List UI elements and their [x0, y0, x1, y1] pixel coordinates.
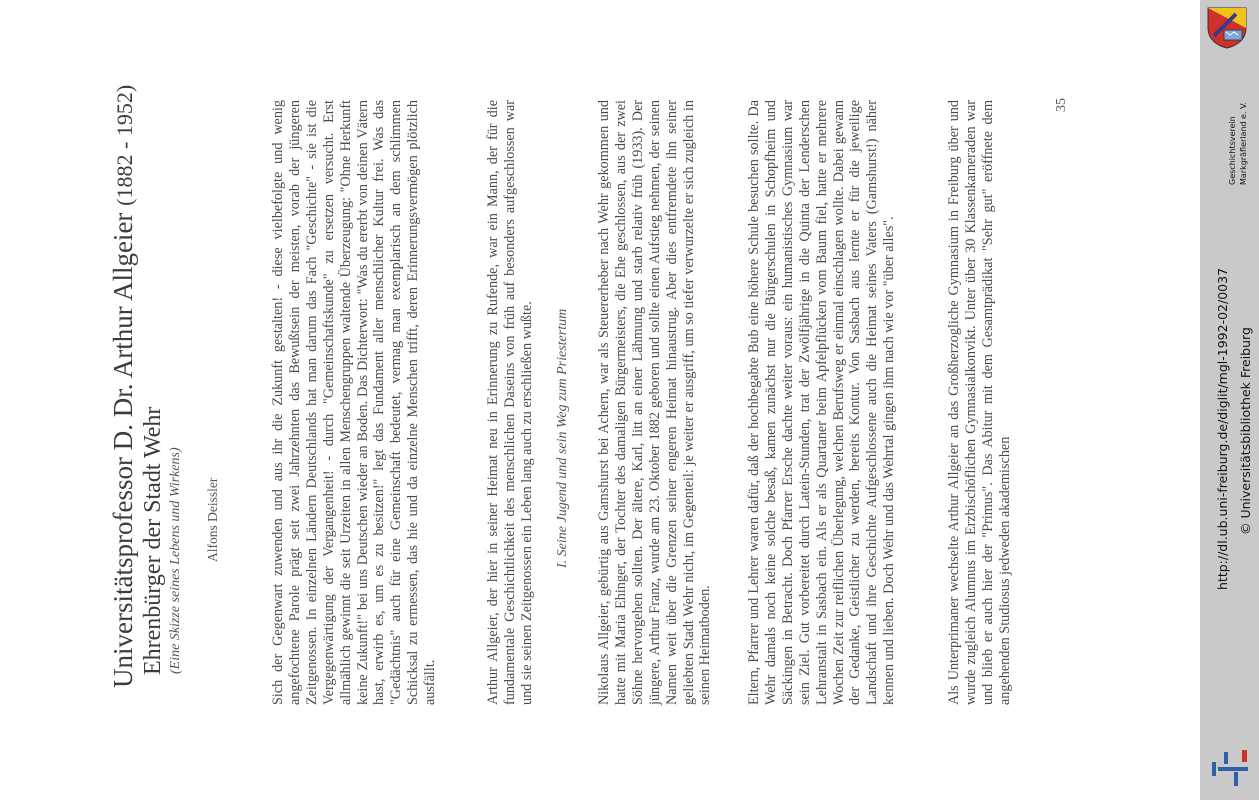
- page-number: 35: [1054, 98, 1069, 112]
- author-name: Alfons Deissler: [205, 477, 220, 562]
- title-years: (1882 - 1952): [112, 84, 137, 206]
- source-url-link[interactable]: http://dl.ub.uni-freiburg.de/diglit/mgl-1992-02/0037: [1215, 267, 1230, 590]
- copyright-notice: © Universitätsbibliothek Freiburg: [1238, 327, 1253, 535]
- coat-of-arms-logo: [1206, 6, 1252, 50]
- section-heading: I. Seine Jugend und sein Weg zum Priestertum: [555, 308, 570, 568]
- title-text: Universitätsprofessor D. Dr. Arthur Allgeier: [108, 212, 138, 688]
- paragraph: Eltern, Pfarrer und Lehrer waren dafür, daß der hochbegabte Bub eine höhere Schule besuchen sollte. Da Wehr damals noch keine solche besaß, kamen zunächst nur die Bürgerschulen in Schopfheim und Säckingen in Betracht. Doch Pfarrer Ersche dachte weiter voraus: ein humanistisches Gymnasium war sein Ziel. Gut vorbereitet durch Latein-Stunden, trat der Zwölfjährige in die Quinta der Lenderschen Lehranstalt in Sasbach ein. Als er als Quartaner beim Apfelpflücken vom Baum fiel, hatte er mehrere Wochen Zeit zur reiflichen Überlegung, welchen Berufsweg er einmal einschlagen wollte. Dabei gewann der Gedanke, Geistlicher zu werden, bereits Kontur. Von Sasbach aus lernte er für die jeweilige Landschaft und ihre Geschichte Aufgeschlossene auch die Heimat seines Vaters (Gamshurst!) näher kennen und lieben. Doch Wehr und das Wehrtal gingen ihm nach wie vor "über alles".: [746, 100, 898, 705]
- paragraph: Nikolaus Allgeier, gebürtig aus Gamshurst bei Achern, war als Steuererheber nach Wehr gekommen und hatte mit Maria Ehinger, der Tochter des damaligen Bürgermeisters, die Ehe geschlossen, aus der zwei Söhne hervorgehen sollten. Der ältere, Karl, litt an einer Lähmung und starb relativ früh (1933). Der jüngere, Arthur Franz, wurde am 23. Oktober 1882 geboren und sollte einen Aufstieg nehmen, der seinen Namen weit über die Grenzen seiner engeren Heimat hinaustrug. Aber dies entfremdete ihn seiner geliebten Stadt Wehr nicht, im Gegenteil: je weiter er ausgriff, um so tiefer verwurzelte er sich zugleich in seinen Heimatboden.: [596, 100, 714, 705]
- article-subtitle: Ehrenbürger der Stadt Wehr: [140, 406, 166, 675]
- article-subtitle-detail: (Eine Skizze seines Lebens und Wirkens): [168, 447, 183, 674]
- article-title: [108, 85, 139, 688]
- paragraph: Arthur Allgeier, der hier in seiner Heimat neu in Erinnerung zu Rufende, war ein Mann, der für die fundamentale Geschichtlichkeit des menschlichen Daseins von früh auf besonders aufgeschlossen war und sie seinen Zeitgenossen ein Leben lang auch zu erschließen wußte.: [485, 100, 535, 705]
- society-name-line2: Markgräflerland e. V.: [1239, 101, 1248, 185]
- ub-freiburg-logo: [1210, 748, 1256, 788]
- society-name-line1: Geschichtsverein: [1228, 116, 1237, 185]
- paragraph: Sich der Gegenwart zuwenden und aus ihr die Zukunft gestalten! - diese vielbefolgte und wenig angefochtene Parole prägt seit zwei Jahrzehnten das Bewußtsein der meisten, vorab der jüngeren Zeitgenossen. In einzelnen Ländern Deutschlands hat man darum das Fach "Geschichte" - sie ist die Vergegenwärtigung der Vergangenheit! - durch "Gemeinschaftskunde" zu ersetzen versucht. Erst allmählich gewinnt die seit Urzeiten in allen Menschengruppen waltende Überzeugung: "Ohne Herkunft keine Zukunft!" bei uns Deutschen wieder an Boden. Das Dichterwort: "Was du ererbt von deinen Vätern hast, erwirb es, um es zu besitzen!" legt das Fundament aller menschlicher Kultur frei. Was das "Gedächtnis" auch für eine Gemeinschaft bedeutet, vermag man exemplarisch an dem schlimmen Schicksal zu ermessen, das hie und da einzelne Menschen trifft, deren Erinnerungsvermögen plötzlich ausfällt.: [270, 100, 439, 705]
- paragraph: Als Unterprimaner wechselte Arthur Allgeier an das Großherzogliche Gymnasium in Freiburg über und wurde zugleich Alumnus im Erzbischöflichen Gymnasialkonvikt. Unter über 30 Klassenkameraden war und blieb er auch hier der "Primus". Das Abitur mit dem Gesamtprädikat "Sehr gut" eröffnete dem angehenden Studiosus jedweden akademischen: [946, 100, 1013, 705]
